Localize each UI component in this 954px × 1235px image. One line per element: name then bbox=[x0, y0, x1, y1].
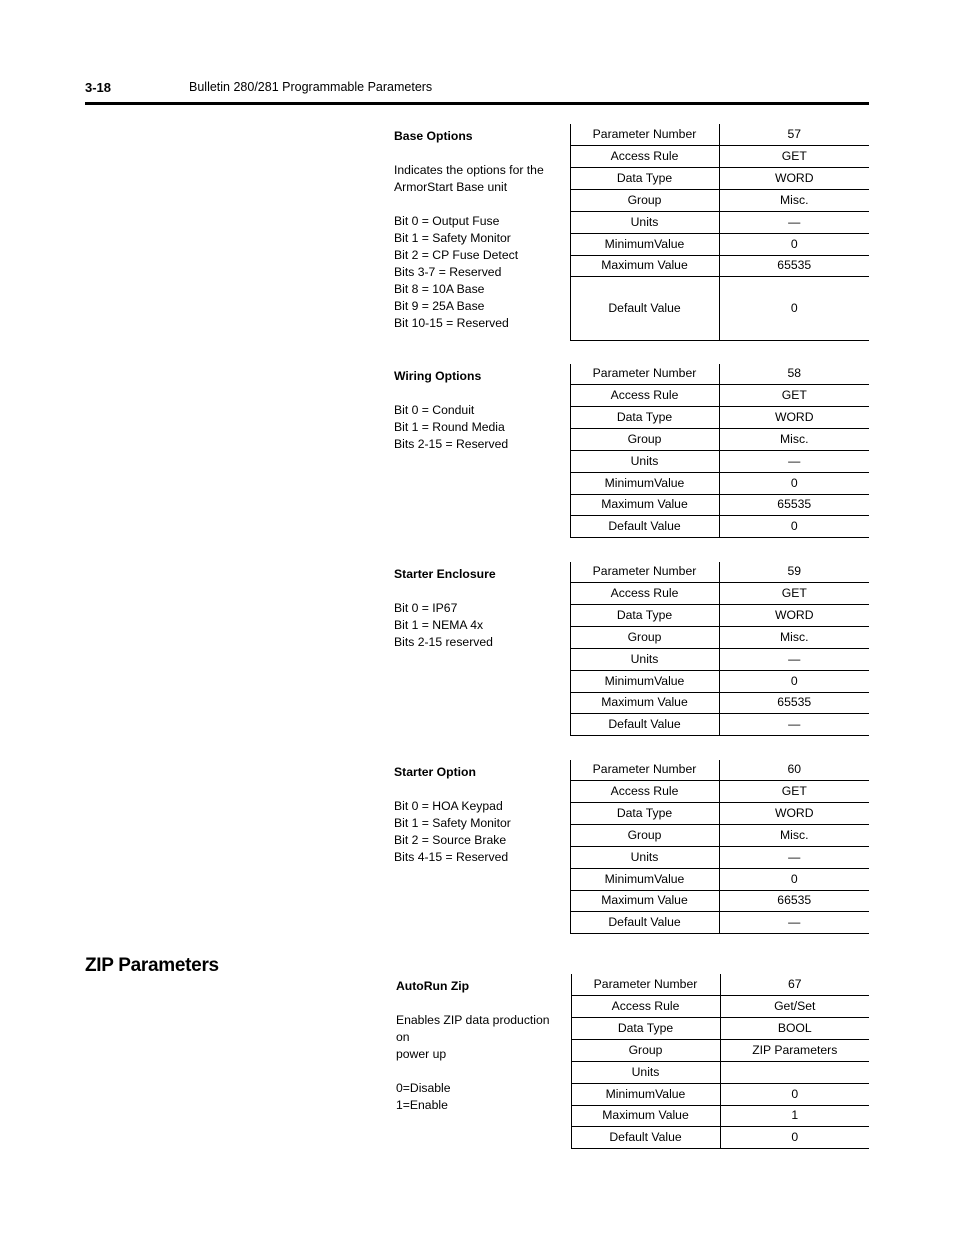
table-row bbox=[391, 562, 869, 582]
field-label-group: Group bbox=[570, 626, 719, 648]
field-value-access-rule: Get/Set bbox=[720, 995, 869, 1017]
field-value-parameter-number: 58 bbox=[719, 364, 869, 384]
field-label-parameter-number: Parameter Number bbox=[570, 124, 719, 145]
bit-definitions bbox=[394, 600, 566, 651]
parameter-description bbox=[393, 974, 571, 1148]
bit-definitions bbox=[396, 1080, 567, 1114]
field-label-access-rule: Access Rule bbox=[570, 780, 719, 802]
field-label-access-rule: Access Rule bbox=[570, 384, 719, 406]
field-label-parameter-number: Parameter Number bbox=[570, 562, 719, 582]
field-label-maximum-value: Maximum Value bbox=[571, 1105, 720, 1126]
field-value-default-value: — bbox=[719, 713, 869, 735]
field-label-units: Units bbox=[570, 648, 719, 670]
bit-definitions bbox=[394, 798, 566, 866]
field-value-group: Misc. bbox=[719, 824, 869, 846]
field-value-units bbox=[720, 1061, 869, 1083]
field-value-data-type: WORD bbox=[719, 167, 869, 189]
field-value-units: — bbox=[719, 846, 869, 868]
field-label-parameter-number: Parameter Number bbox=[570, 364, 719, 384]
field-value-group: Misc. bbox=[719, 189, 869, 211]
field-label-units: Units bbox=[570, 211, 719, 233]
field-value-minimumvalue: 0 bbox=[719, 670, 869, 692]
bit-definitions bbox=[394, 213, 566, 332]
parameter-name: Starter Enclosure bbox=[394, 567, 496, 581]
parameter-name: Base Options bbox=[394, 129, 473, 143]
page-number: 3-18 bbox=[85, 80, 112, 95]
field-label-units: Units bbox=[570, 450, 719, 472]
field-value-data-type: WORD bbox=[719, 802, 869, 824]
field-label-group: Group bbox=[570, 189, 719, 211]
bit-definition: Bits 4-15 = Reserved bbox=[394, 850, 509, 864]
field-value-access-rule: GET bbox=[719, 145, 869, 167]
parameter-name: Wiring Options bbox=[394, 369, 482, 383]
field-value-data-type: BOOL bbox=[720, 1017, 869, 1039]
parameter-name: Starter Option bbox=[394, 765, 476, 779]
bit-definition: Bit 1 = Round Media bbox=[394, 420, 505, 434]
parameter-description bbox=[391, 562, 570, 735]
field-value-maximum-value: 65535 bbox=[719, 255, 869, 276]
field-value-units: — bbox=[719, 450, 869, 472]
header-rule bbox=[85, 102, 869, 105]
parameter-description bbox=[391, 364, 570, 537]
section-title-zip-parameters: ZIP Parameters bbox=[85, 955, 219, 976]
bit-definition: Bit 0 = Output Fuse bbox=[394, 214, 500, 228]
field-label-maximum-value: Maximum Value bbox=[570, 494, 719, 515]
field-value-default-value: 0 bbox=[719, 276, 869, 340]
field-value-data-type: WORD bbox=[719, 604, 869, 626]
bit-definition: Bit 2 = Source Brake bbox=[394, 833, 507, 847]
table-row bbox=[393, 974, 869, 995]
running-header-title: Bulletin 280/281 Programmable Parameters bbox=[189, 80, 433, 94]
field-label-units: Units bbox=[570, 846, 719, 868]
field-label-minimumvalue: MinimumValue bbox=[570, 868, 719, 890]
field-label-data-type: Data Type bbox=[571, 1017, 720, 1039]
bit-definition: Bits 3-7 = Reserved bbox=[394, 265, 502, 279]
field-label-parameter-number: Parameter Number bbox=[571, 974, 720, 995]
bit-definition: Bit 1 = Safety Monitor bbox=[394, 816, 511, 830]
field-value-group: Misc. bbox=[719, 428, 869, 450]
field-label-default-value: Default Value bbox=[570, 276, 719, 340]
bit-definition: Bit 9 = 25A Base bbox=[394, 299, 485, 313]
bit-definition: Bits 2-15 = Reserved bbox=[394, 437, 509, 451]
field-value-group: ZIP Parameters bbox=[720, 1039, 869, 1061]
field-value-parameter-number: 67 bbox=[720, 974, 869, 995]
field-label-access-rule: Access Rule bbox=[570, 145, 719, 167]
parameter-name: AutoRun Zip bbox=[396, 979, 470, 993]
field-value-access-rule: GET bbox=[719, 384, 869, 406]
description-line: power up bbox=[396, 1047, 447, 1061]
description-text bbox=[396, 1012, 567, 1063]
bit-definition: Bit 10-15 = Reserved bbox=[394, 316, 509, 330]
bit-definition: Bits 2-15 reserved bbox=[394, 635, 493, 649]
field-label-parameter-number: Parameter Number bbox=[570, 760, 719, 780]
field-value-default-value: 0 bbox=[719, 515, 869, 537]
field-label-default-value: Default Value bbox=[571, 1126, 720, 1148]
field-label-data-type: Data Type bbox=[570, 406, 719, 428]
field-value-units: — bbox=[719, 648, 869, 670]
parameter-table-starter-option bbox=[391, 760, 869, 934]
field-value-maximum-value: 65535 bbox=[719, 692, 869, 713]
field-value-maximum-value: 66535 bbox=[719, 890, 869, 911]
parameter-table-autorun-zip bbox=[393, 974, 869, 1149]
bit-definition: Bit 8 = 10A Base bbox=[394, 282, 485, 296]
field-value-default-value: 0 bbox=[720, 1126, 869, 1148]
field-label-data-type: Data Type bbox=[570, 802, 719, 824]
field-label-maximum-value: Maximum Value bbox=[570, 692, 719, 713]
field-label-units: Units bbox=[571, 1061, 720, 1083]
field-label-data-type: Data Type bbox=[570, 167, 719, 189]
description-line: Indicates the options for the bbox=[394, 163, 544, 177]
parameter-table-wiring-options bbox=[391, 364, 869, 538]
bit-definition: Bit 0 = Conduit bbox=[394, 403, 475, 417]
parameter-table-base-options bbox=[391, 124, 869, 341]
field-value-group: Misc. bbox=[719, 626, 869, 648]
field-label-minimumvalue: MinimumValue bbox=[570, 233, 719, 255]
field-value-data-type: WORD bbox=[719, 406, 869, 428]
field-label-group: Group bbox=[570, 824, 719, 846]
field-label-access-rule: Access Rule bbox=[571, 995, 720, 1017]
bit-definitions bbox=[394, 402, 566, 453]
bit-definition: Bit 1 = Safety Monitor bbox=[394, 231, 511, 245]
field-label-group: Group bbox=[571, 1039, 720, 1061]
field-value-parameter-number: 60 bbox=[719, 760, 869, 780]
field-label-default-value: Default Value bbox=[570, 515, 719, 537]
bit-definition: Bit 1 = NEMA 4x bbox=[394, 618, 484, 632]
bit-definition: Bit 0 = IP67 bbox=[394, 601, 458, 615]
field-label-default-value: Default Value bbox=[570, 911, 719, 933]
table-row bbox=[391, 760, 869, 780]
field-label-data-type: Data Type bbox=[570, 604, 719, 626]
bit-definition: 1=Enable bbox=[396, 1098, 448, 1112]
description-line: Enables ZIP data production on bbox=[396, 1013, 550, 1044]
field-value-minimumvalue: 0 bbox=[719, 472, 869, 494]
description-line: ArmorStart Base unit bbox=[394, 180, 508, 194]
bit-definition: Bit 0 = HOA Keypad bbox=[394, 799, 503, 813]
field-value-default-value: — bbox=[719, 911, 869, 933]
field-label-maximum-value: Maximum Value bbox=[570, 255, 719, 276]
field-label-maximum-value: Maximum Value bbox=[570, 890, 719, 911]
field-value-minimumvalue: 0 bbox=[719, 868, 869, 890]
field-value-units: — bbox=[719, 211, 869, 233]
description-text bbox=[394, 162, 566, 196]
field-value-minimumvalue: 0 bbox=[719, 233, 869, 255]
bit-definition: Bit 2 = CP Fuse Detect bbox=[394, 248, 519, 262]
field-label-minimumvalue: MinimumValue bbox=[570, 670, 719, 692]
field-label-group: Group bbox=[570, 428, 719, 450]
field-label-access-rule: Access Rule bbox=[570, 582, 719, 604]
field-value-access-rule: GET bbox=[719, 582, 869, 604]
field-label-minimumvalue: MinimumValue bbox=[571, 1083, 720, 1105]
field-label-minimumvalue: MinimumValue bbox=[570, 472, 719, 494]
parameter-description bbox=[391, 124, 570, 340]
parameter-description bbox=[391, 760, 570, 933]
field-value-minimumvalue: 0 bbox=[720, 1083, 869, 1105]
table-row bbox=[391, 364, 869, 384]
bit-definition: 0=Disable bbox=[396, 1081, 451, 1095]
field-value-parameter-number: 57 bbox=[719, 124, 869, 145]
parameter-table-starter-enclosure bbox=[391, 562, 869, 736]
field-label-default-value: Default Value bbox=[570, 713, 719, 735]
field-value-parameter-number: 59 bbox=[719, 562, 869, 582]
field-value-maximum-value: 1 bbox=[720, 1105, 869, 1126]
field-value-access-rule: GET bbox=[719, 780, 869, 802]
table-row bbox=[391, 124, 869, 145]
field-value-maximum-value: 65535 bbox=[719, 494, 869, 515]
